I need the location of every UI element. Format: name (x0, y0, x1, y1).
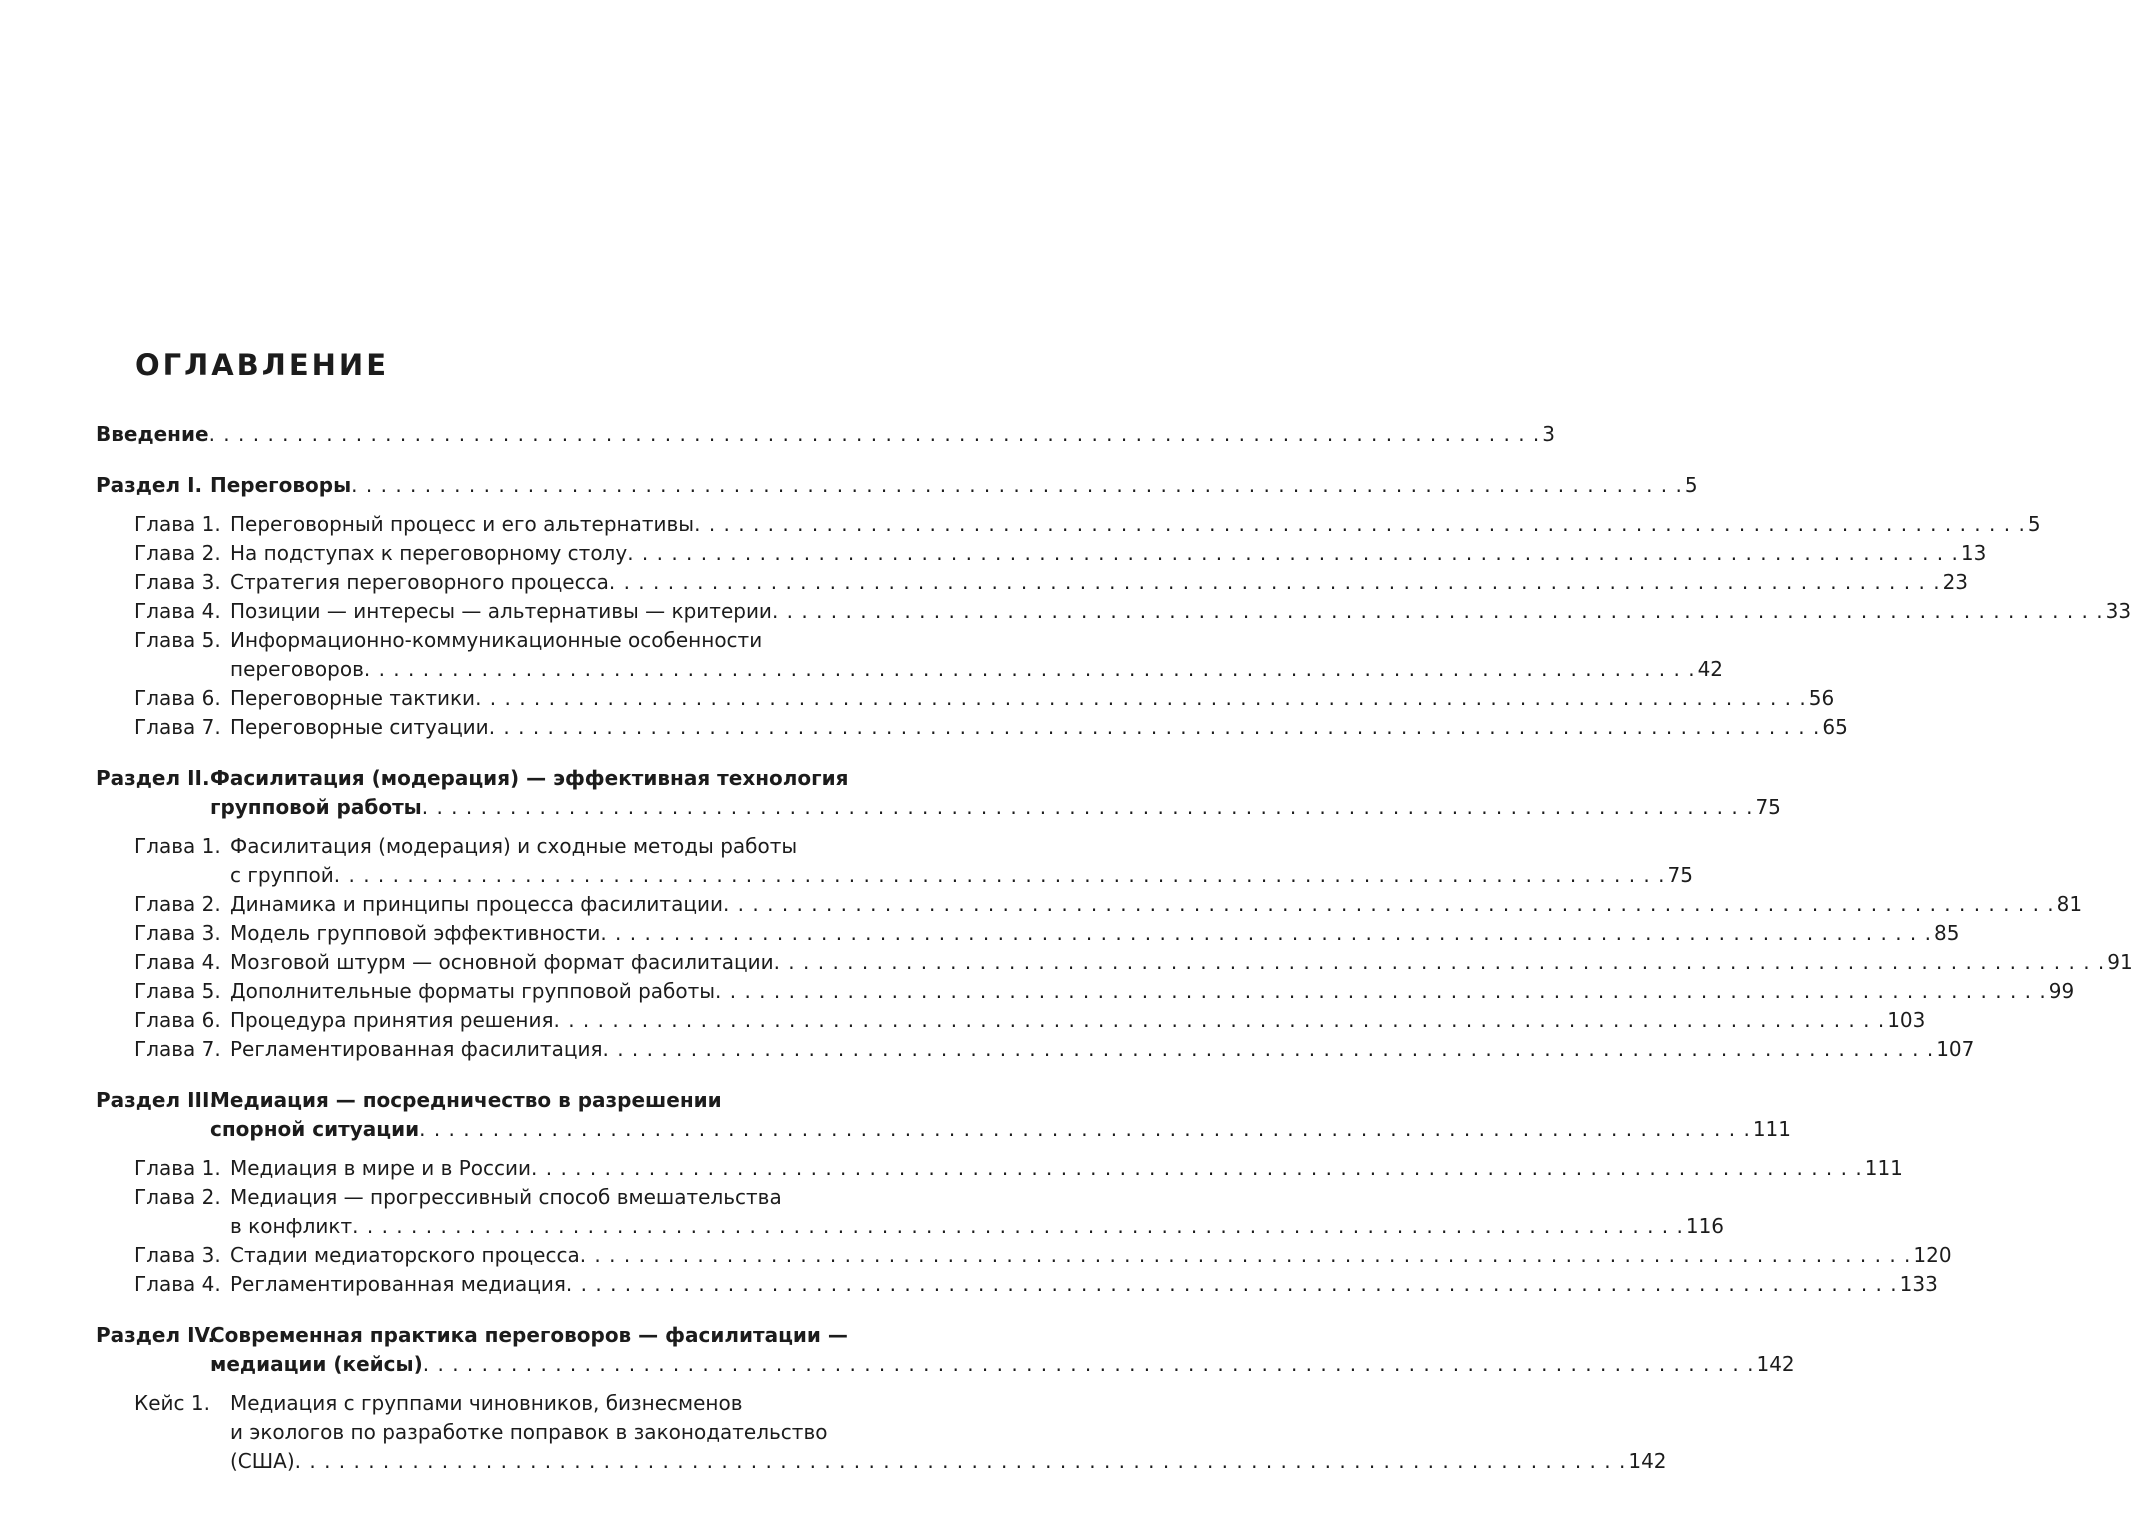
toc-chapter-row[interactable] (96, 919, 1960, 948)
section-label: Раздел IV. (96, 1323, 216, 1347)
chapter-label: Глава 3. (134, 1243, 221, 1267)
toc-chapter-row[interactable] (96, 1270, 1938, 1299)
section-title: Фасилитация (модерация) — эффективная технология (210, 766, 849, 790)
toc-chapter-row[interactable] (96, 948, 2133, 977)
chapter-title: Стадии медиаторского процесса (230, 1243, 580, 1267)
dot-leader (422, 793, 1754, 822)
toc-chapter-row[interactable] (96, 1035, 1975, 1064)
table-of-contents (96, 420, 2133, 1476)
dot-leader (580, 1241, 1912, 1270)
dot-leader (554, 1006, 1886, 1035)
chapter-title: Динамика и принципы процесса фасилитации (230, 892, 723, 916)
section-gap (96, 742, 906, 764)
toc-chapter-row[interactable] (96, 655, 1724, 684)
chapter-label: Глава 5. (134, 628, 221, 652)
toc-section-row[interactable] (96, 1115, 1792, 1144)
entry-title: Введение (96, 422, 209, 446)
dot-leader (531, 1154, 1863, 1183)
dot-leader (774, 948, 2106, 977)
section-label: Раздел II. (96, 766, 210, 790)
dot-leader (772, 597, 2104, 626)
page-number: 75 (1667, 863, 1693, 887)
toc-chapter-row[interactable] (96, 510, 2041, 539)
chapter-title: Медиация с группами чиновников, бизнесменов (230, 1391, 743, 1415)
section-gap (96, 1299, 906, 1321)
dot-leader (295, 1447, 1627, 1476)
page-number: 142 (1628, 1449, 1667, 1473)
toc-chapter-row[interactable] (96, 1183, 906, 1212)
toc-section-row[interactable] (96, 471, 1698, 500)
dot-leader (351, 471, 1683, 500)
toc-section-row[interactable] (96, 793, 1781, 822)
page-number: 103 (1887, 1008, 1926, 1032)
toc-chapter-row[interactable] (96, 890, 2083, 919)
chapter-label: Глава 7. (134, 715, 221, 739)
dot-leader (364, 655, 1696, 684)
dot-leader (489, 713, 1821, 742)
toc-section-row[interactable] (96, 1350, 1795, 1379)
chapter-title: Медиация в мире и в России (230, 1156, 532, 1180)
chapter-label: Глава 7. (134, 1037, 221, 1061)
page-number: 75 (1755, 795, 1781, 819)
page-number: 65 (1822, 715, 1848, 739)
section-title: медиации (кейсы) (210, 1352, 423, 1376)
section-label: Раздел III. (96, 1088, 218, 1112)
chapter-title: На подступах к переговорному столу (230, 541, 628, 565)
chapter-title: переговоров (230, 657, 364, 681)
chapter-title: Стратегия переговорного процесса (230, 570, 609, 594)
page-number: 23 (1942, 570, 1969, 594)
chapter-label: Глава 4. (134, 950, 221, 974)
dot-leader (694, 510, 2026, 539)
chapter-title: Информационно-коммуникационные особенности (230, 628, 763, 652)
chapter-title: Позиции — интересы — альтернативы — критерии (230, 599, 772, 623)
page-number: 111 (1864, 1156, 1903, 1180)
dot-leader (209, 420, 1541, 449)
chapter-label: Глава 6. (134, 1008, 221, 1032)
chapter-title: Фасилитация (модерация) и сходные методы работы (230, 834, 798, 858)
page-number: 56 (1808, 686, 1835, 710)
page-number: 116 (1685, 1214, 1725, 1238)
page-number: 85 (1934, 921, 1960, 945)
toc-chapter-row[interactable] (96, 597, 2132, 626)
section-gap (96, 1379, 906, 1389)
chapter-title: Модель групповой эффективности (230, 921, 601, 945)
chapter-title: Медиация — прогрессивный способ вмешательства (230, 1185, 782, 1209)
toc-chapter-row[interactable] (96, 1418, 906, 1447)
dot-leader (627, 539, 1959, 568)
page-number: 133 (1899, 1272, 1938, 1296)
section-label: Раздел I. (96, 473, 203, 497)
page-number: 120 (1913, 1243, 1952, 1267)
toc-chapter-row[interactable] (96, 1241, 1952, 1270)
section-gap (96, 822, 906, 832)
page-number: 107 (1936, 1037, 1975, 1061)
toc-chapter-row[interactable] (96, 568, 1969, 597)
page-number: 3 (1542, 422, 1556, 446)
toc-chapter-row[interactable] (96, 861, 1693, 890)
section-gap (96, 449, 906, 471)
toc-chapter-row[interactable] (96, 684, 1835, 713)
chapter-label: Глава 4. (134, 599, 221, 623)
toc-chapter-row[interactable] (96, 1212, 1725, 1241)
chapter-label: Глава 2. (134, 541, 221, 565)
chapter-title: Регламентированная фасилитация (230, 1037, 603, 1061)
chapter-title: в конфликт (230, 1214, 353, 1238)
chapter-title: Процедура принятия решения (230, 1008, 554, 1032)
section-title: групповой работы (210, 795, 422, 819)
dot-leader (600, 919, 1932, 948)
section-gap (96, 1144, 906, 1154)
page-number: 13 (1960, 541, 1987, 565)
chapter-label: Глава 5. (134, 979, 221, 1003)
dot-leader (602, 1035, 1934, 1064)
toc-chapter-row[interactable] (96, 539, 1987, 568)
page-number: 81 (2056, 892, 2083, 916)
section-title: Современная практика переговоров — фасилитации — (210, 1323, 848, 1347)
chapter-title: Регламентированная медиация (230, 1272, 566, 1296)
dot-leader (419, 1115, 1751, 1144)
toc-chapter-row[interactable] (96, 1389, 906, 1418)
toc-chapter-row[interactable] (96, 1447, 1667, 1476)
page-number: 5 (2027, 512, 2041, 536)
chapter-label: Глава 1. (134, 1156, 221, 1180)
page-number: 42 (1697, 657, 1724, 681)
chapter-label: Глава 3. (134, 570, 221, 594)
chapter-label: Глава 1. (134, 834, 221, 858)
dot-leader (566, 1270, 1898, 1299)
chapter-label: Глава 4. (134, 1272, 221, 1296)
section-gap (96, 1064, 906, 1086)
section-title: Медиация — посредничество в разрешении (210, 1088, 722, 1112)
chapter-title: Мозговой штурм — основной формат фасилитации (230, 950, 774, 974)
toc-chapter-row[interactable] (96, 713, 1848, 742)
dot-leader (352, 1212, 1684, 1241)
page-number: 142 (1756, 1352, 1795, 1376)
toc-chapter-row[interactable] (96, 977, 2075, 1006)
page-number: 5 (1684, 473, 1698, 497)
section-gap (96, 500, 906, 510)
chapter-title: Переговорные ситуации (230, 715, 489, 739)
toc-section-row[interactable] (96, 1086, 906, 1115)
toc-chapter-row[interactable] (96, 626, 906, 655)
dot-leader (715, 977, 2047, 1006)
dot-leader (475, 684, 1807, 713)
chapter-label: Глава 1. (134, 512, 221, 536)
toc-section-row[interactable] (96, 764, 906, 793)
section-title: спорной ситуации (210, 1117, 420, 1141)
dot-leader (423, 1350, 1755, 1379)
section-title: Переговоры (210, 473, 352, 497)
page-number: 111 (1752, 1117, 1792, 1141)
toc-chapter-row[interactable] (96, 832, 906, 861)
toc-entry-intro[interactable] (96, 420, 1556, 449)
chapter-title: с группой (230, 863, 334, 887)
chapter-title: Дополнительные форматы групповой работы (230, 979, 716, 1003)
dot-leader (609, 568, 1941, 597)
toc-chapter-row[interactable] (96, 1154, 1903, 1183)
chapter-title: и экологов по разработке поправок в законодательство (230, 1420, 828, 1444)
dot-leader (334, 861, 1666, 890)
chapter-label: Глава 2. (134, 1185, 221, 1209)
page-title: ОГЛАВЛЕНИЕ (135, 348, 390, 382)
chapter-label: Глава 6. (134, 686, 221, 710)
page-number: 99 (2048, 979, 2075, 1003)
page-number: 33 (2105, 599, 2132, 623)
chapter-title: Переговорный процесс и его альтернативы (230, 512, 695, 536)
dot-leader (723, 890, 2055, 919)
chapter-title: Переговорные тактики (230, 686, 476, 710)
page-number: 91 (2107, 950, 2133, 974)
chapter-label: Кейс 1. (134, 1391, 210, 1415)
chapter-label: Глава 2. (134, 892, 221, 916)
chapter-title: (США) (230, 1449, 295, 1473)
toc-section-row[interactable] (96, 1321, 906, 1350)
chapter-label: Глава 3. (134, 921, 221, 945)
toc-chapter-row[interactable] (96, 1006, 1926, 1035)
